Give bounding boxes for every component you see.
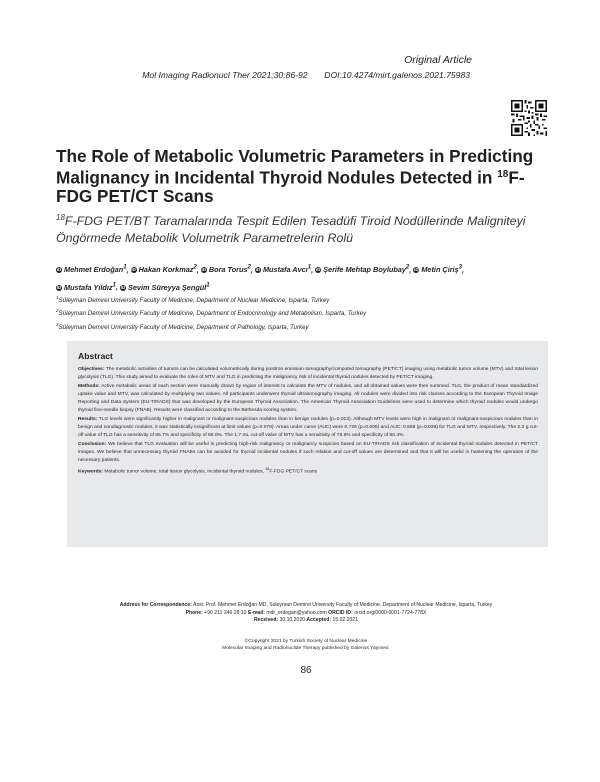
author-name: iD Bora Torus$^2$ xyxy=(201,264,251,275)
abstract-section: Conclusion: We believe that TLG evaluation will be useful in predicting high-risk malignancy or malignancy suspicion based on EU-TIRADS risk classification of incidental thyroid nodules detected in PET/CT images. We believe that unnecessary thyroid FNABs can be avoided for thyroid incidental nodules if such relation and cut-off values are determined and that it will be useful in hastening the operation of the necessary patients. xyxy=(78,442,539,463)
orcid-icon[interactable]: iD xyxy=(201,267,207,273)
correspondence-address: Address for Correspondence: Asst. Prof. Mehmet Erdoğan MD, Süleyman Demirel University Faculty of Medicine, Department of Nuclear Medicine, Isparta, Turkey xyxy=(119,602,493,608)
abstract-heading: Abstract xyxy=(78,351,113,361)
correspondence-contact: Phone: +90 211 246 28 10 E-mail: mdr_erdogan@yahoo.com ORCID ID: orcid.org/0000-0001-7724-778X xyxy=(185,609,427,616)
article-title: The Role of Metabolic Volumetric Parameters in Predicting Malignancy in Incidental Thyroid Nodules Detected in $^{18}$F-FDG PET/CT Scans xyxy=(56,146,534,206)
copyright-line: ©Copyright 2021 by Turkish Society of Nuclear Medicine xyxy=(244,639,368,644)
orcid-link[interactable]: orcid.org/0000-0001-7724-778X xyxy=(354,609,427,616)
journal-citation: Mol Imaging Radionucl Ther 2021;30:86-92 xyxy=(142,70,308,80)
copyright-notice xyxy=(56,638,556,653)
correspondence-dates: Received: 30.10.2020 Accepted: 15.02.2021 xyxy=(254,617,358,624)
correspondence-block xyxy=(56,602,556,625)
orcid-icon[interactable]: iD xyxy=(255,267,261,273)
abstract-box xyxy=(67,341,548,547)
citation-line xyxy=(142,70,470,80)
author-list: iD Mehmet Erdoğan$^1$, iD Hakan Korkmaz$^2$, iD Bora Torus$^2$, iD Mustafa Avcı$^1$, iD Şerife Mehtap Boylubay$^2$, iD Metin Çiriş$^3$, iD Mustafa Yıldız$^1$, iD Sevim Süreyya Şengül$^1$ xyxy=(56,264,465,292)
orcid-icon[interactable]: iD xyxy=(56,284,62,290)
abstract-section: Results: TLG levels were significantly higher in malignant or malignant-suspicious nodules than in benign nodules (p=0.013). Although MTV levels were high in malignant or malignant-suspicious nodules than in benign and nondiagnostic nodules, it was statistically insignificant at limit values (p=0.079). Areas under curve (AUC) were 0.726 (p=0.005) and AUC: 0.668 (p=0.039) for TLG and MTV, respectively. The 2.3 g cut-off value of TLG has a sensitivity of 85.7% and specificity of 59.0%. The 1.7 mL cut-off value of MTV has a sensitivity of 78.6% and specificity of 60.4%. xyxy=(78,417,538,438)
orcid-icon[interactable]: iD xyxy=(315,267,321,273)
abstract-section: Objectives: The metabolic activities of tumors can be calculated volumetrically during positron emission tomography/computed tomography (PET/CT) imaging using metabolic tumor volume (MTV) and total lesion glycolysis (TLG). This study aimed to evaluate the roles of MTV and TLG in predicting the malignancy risk of incidental thyroid nodules detected by PET/CT imaging. xyxy=(78,367,538,380)
abstract-section: Methods: Active metabolic areas of each section were manually drawn by region of interest to calculate the MTV of nodules, and all obtained values were then summed. TLG, the product of mean standardized uptake value and MTV, was calculated by multiplying two values. All participants underwent thyroid ultrasonography imaging. All nodules were divided into risk classes according to the European Thyroid Image Reporting and Data System (EU-TIRADS) that was developed by the European Thyroid Association. The American Thyroid Association Guidelines were used to determine which thyroid nodules would undergo thyroid fine-needle biopsy (FNAB). Results were classified according to the Bethesda scoring system. xyxy=(78,384,538,413)
author-name: iD Şerife Mehtap Boylubay$^2$ xyxy=(315,264,410,275)
doi: DOI:10.4274/mirt.galenos.2021.75983 xyxy=(324,70,470,80)
author-name: iD Sevim Süreyya Şengül$^1$ xyxy=(120,281,210,292)
affiliation: $^3$Süleyman Demirel University Faculty of Medicine, Department of Pathology, Isparta, Turkey xyxy=(56,321,309,331)
affiliation-list xyxy=(56,293,556,333)
qr-code-icon[interactable] xyxy=(511,100,547,136)
abstract-section: Keywords: Metabolic tumor volume, total lesion glycolysis, incidental thyroid nodules, $^{18}$F-FDG PET/CT scans xyxy=(78,467,318,476)
page-number: 86 xyxy=(300,665,312,676)
article-subtitle-turkish: $^{18}$F-FDG PET/BT Taramalarında Tespit Edilen Tesadüfi Tiroid Nodüllerinde Maligniteyi Öngörmede Metabolik Volumetrik Parametrelerin Rolü xyxy=(56,213,526,246)
orcid-icon[interactable]: iD xyxy=(120,284,126,290)
abstract-body xyxy=(77,366,538,477)
author-name: iD Hakan Korkmaz$^2$ xyxy=(131,264,197,275)
author-name: iD Metin Çiriş$^3$ xyxy=(414,264,463,275)
author-name: iD Mustafa Yıldız$^1$ xyxy=(56,281,116,292)
author-name: iD Mustafa Avcı$^1$ xyxy=(255,264,312,275)
author-name: iD Mehmet Erdoğan$^1$ xyxy=(56,264,127,275)
article-type: Original Article xyxy=(404,54,472,66)
orcid-icon[interactable]: iD xyxy=(414,267,419,273)
affiliation: $^2$Süleyman Demirel University Faculty of Medicine, Department of Endocrinology and Metabolism, Isparta, Turkey xyxy=(56,308,367,318)
affiliation: $^1$Süleyman Demirel University Faculty of Medicine, Department of Nuclear Medicine, Isparta, Turkey xyxy=(56,295,330,305)
orcid-icon[interactable]: iD xyxy=(56,267,62,273)
email-link[interactable]: mdr_erdogan@yahoo.com xyxy=(266,609,327,616)
publisher-line: Molecular Imaging and Radionuclide Therapy published by Galenos Yayınevi. xyxy=(222,646,390,652)
orcid-icon[interactable]: iD xyxy=(131,267,136,273)
